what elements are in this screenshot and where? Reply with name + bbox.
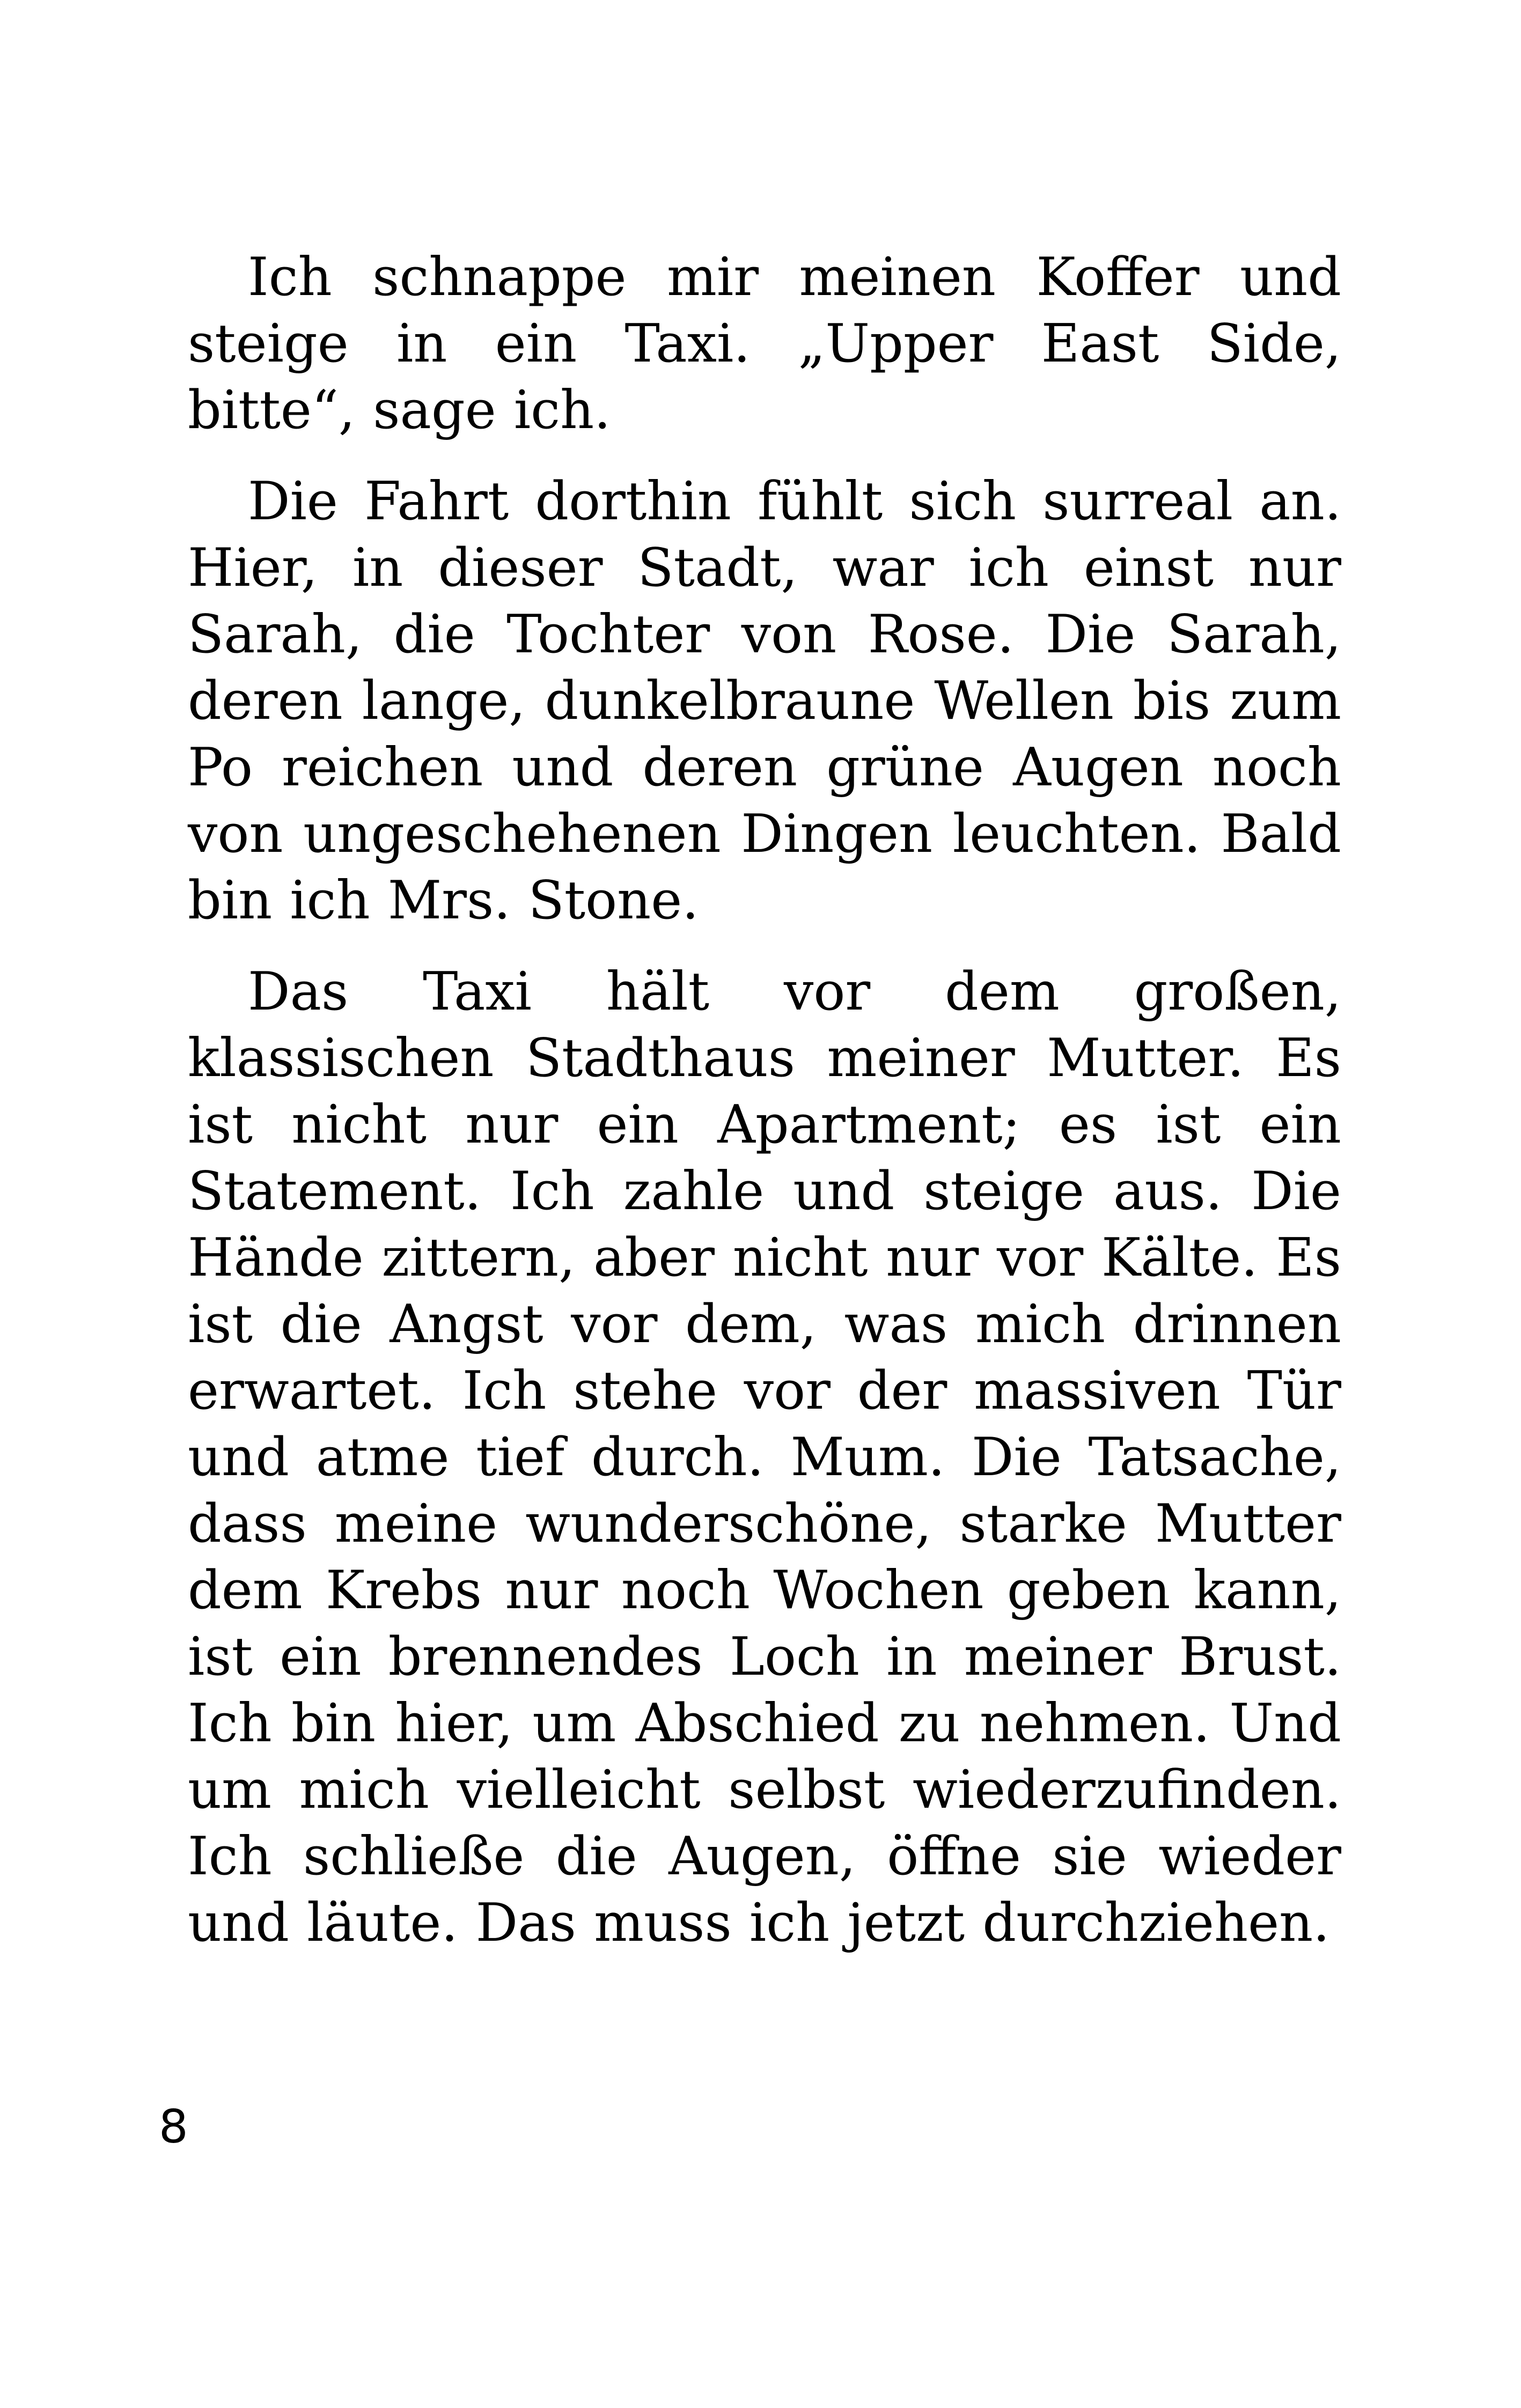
body-text	[188, 244, 1341, 1956]
paragraph: Die Fahrt dorthin fühlt sich surreal an. Hier, in dieser Stadt, war ich einst nur Sarah, die Tochter von Rose. Die Sarah, deren lange, dunkelbraune Wellen bis zum Po reichen und deren grüne Augen noch von ungeschehenen Dingen leuchten. Bald bin ich Mrs. Stone.	[188, 471, 1341, 931]
page-number: 8	[159, 2100, 188, 2154]
paragraph: Das Taxi hält vor dem großen, klassischen Stadthaus meiner Mutter. Es ist nicht nur ein Apartment; es ist ein Statement. Ich zahle und steige aus. Die Hände zittern, aber nicht nur vor Kälte. Es ist die Angst vor dem, was mich drinnen erwartet. Ich stehe vor der massiven Tür und atme tief durch. Mum. Die Tatsache, dass meine wunderschöne, starke Mutter dem Krebs nur noch Wochen geben kann, ist ein brennendes Loch in meiner Brust. Ich bin hier, um Abschied zu nehmen. Und um mich vielleicht selbst wiederzufinden. Ich schließe die Augen, öffne sie wieder und läute. Das muss ich jetzt durchziehen.	[188, 961, 1341, 1954]
paragraph: Ich schnappe mir meinen Koffer und steige in ein Taxi. „Upper East Side, bitte“, sage ich.	[188, 247, 1341, 441]
